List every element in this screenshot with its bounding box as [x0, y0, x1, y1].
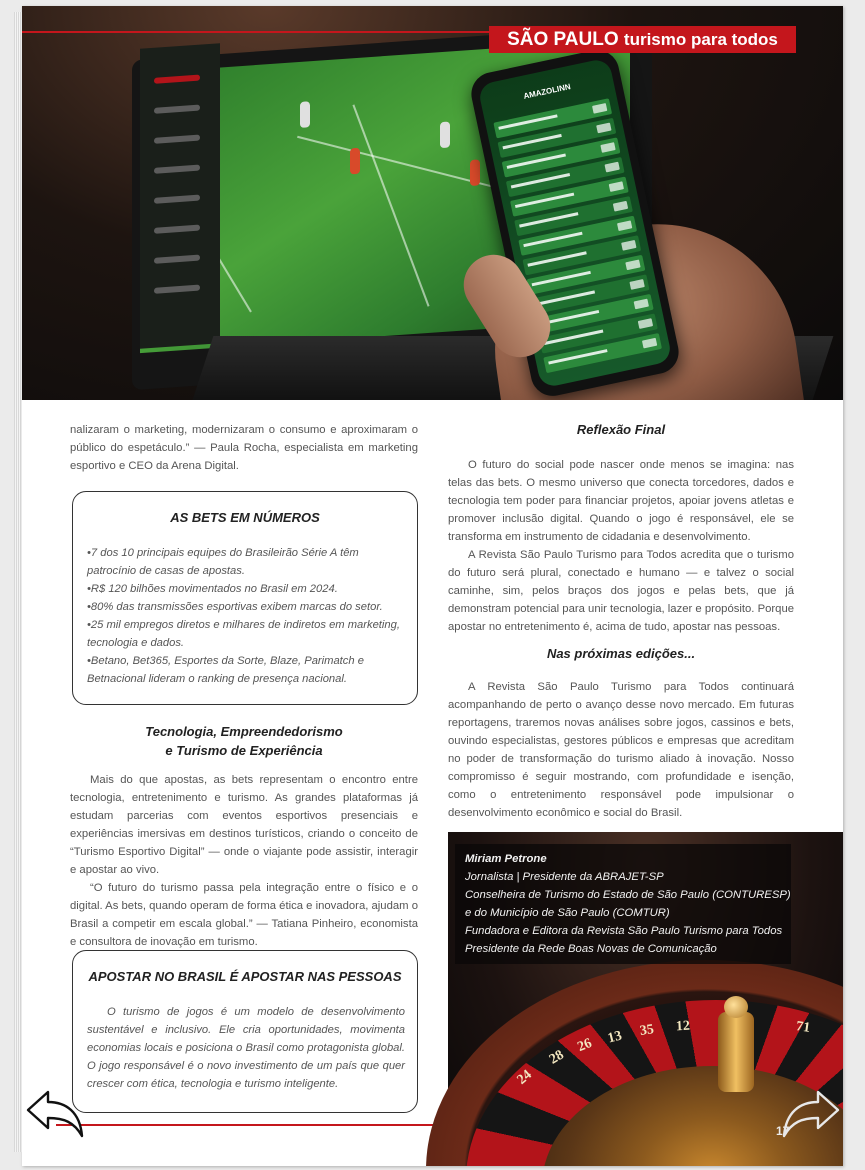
tech-paragraph-1: Mais do que apostas, as bets representam o encontro entre tecnologia, entretenimento e turismo. As grandes plataformas já estudam parcerias com eventos esportivos presenciais e experiências imersivas em destinos turísticos, criando o conceito de “Turismo Esportivo Digital” — onde o viajante pode assistir, interagir e apostar ao vivo. — [70, 774, 418, 876]
hero-photo-betting — [22, 6, 843, 400]
roulette-turret — [718, 1012, 754, 1092]
arrow-forward-icon[interactable] — [780, 1088, 844, 1142]
app-title: AMAZOLINN — [522, 82, 572, 101]
author-credit-line: Presidente da Rede Boas Novas de Comunicação — [465, 943, 717, 955]
page-stack-edge — [14, 12, 22, 1152]
header-brand: SÃO PAULO — [507, 29, 619, 50]
numbers-list — [87, 544, 407, 688]
author-credit-line: Conselheira de Turismo do Estado de São Paulo (CONTURESP) — [465, 889, 791, 901]
numbers-item: •Betano, Bet365, Esportes da Sorte, Blaze, Parimatch e Betnacional lideram o ranking de presença nacional. — [87, 655, 364, 685]
next-editions-paragraph: A Revista São Paulo Turismo para Todos continuará acompanhando de perto o avanço desse novo mercado. Em futuras reportagens, traremos novas análises sobre jogos, cassinos e bets, ouvindo especialistas, gestores públicos e empresas que acreditam no poder de transformação do turismo aliado à inovação. Nosso compromisso é seguir mostrando, com profundidade e isenção, como o entretenimento responsável pode impulsionar o desenvolvimento econômico e social do Brasil. — [448, 681, 794, 819]
numbers-box-title: AS BETS EM NÚMEROS — [170, 510, 320, 525]
roulette-number: 13 — [606, 1028, 624, 1047]
author-name: Miriam Petrone — [465, 853, 547, 865]
tech-section-title: Tecnologia, Empreendedorismo e Turismo de Experiência — [145, 724, 343, 758]
magazine-header — [489, 26, 796, 53]
numbers-item: •25 mil empregos diretos e milhares de indiretos em marketing, tecnologia e dados. — [87, 619, 400, 649]
page-number: 17 — [776, 1124, 790, 1138]
quote-box-text: O turismo de jogos é um modelo de desenvolvimento sustentável e inclusivo. Ele cria oportunidades, movimenta economias locais e posiciona o Brasil como protagonista global. O jogo responsável é o novo investimento de um país que quer crescer com ética, tecnologia e turismo inteligente. — [87, 1006, 405, 1090]
monitor-sidebar — [140, 43, 220, 349]
numbers-item: •R$ 120 bilhões movimentados no Brasil em 2024. — [87, 583, 338, 595]
roulette-number: 71 — [795, 1019, 812, 1036]
roulette-number: 12 — [675, 1018, 691, 1035]
author-credit-line: Fundadora e Editora da Revista São Paulo Turismo para Todos — [465, 925, 783, 937]
roulette-number: 26 — [575, 1035, 595, 1056]
quote-box — [72, 950, 418, 1113]
final-reflection-paragraph-1: O futuro do social pode nascer onde menos se imagina: nas telas das bets. O mesmo universo que conecta torcedores, dados e tecnologia tem poder para financiar projetos, apoiar jovens atletas e promover inclusão digital. Quando o jogo é responsável, ele se transforma em instrumento de cidadania e desenvolvimento. — [448, 459, 794, 543]
roulette-number: 35 — [638, 1022, 655, 1039]
author-credit-line: e do Município de São Paulo (COMTUR) — [465, 907, 670, 919]
roulette-number: 24 — [514, 1067, 535, 1088]
header-tagline: turismo para todos — [623, 30, 778, 49]
final-reflection-paragraph-2: A Revista São Paulo Turismo para Todos acredita que o turismo do futuro será plural, conectado e humano — e talvez o social caminhe, sim, pelos braços dos jogos e pelas bets, que já demonstram potencial para unir tecnologia, lazer e propósito. Porque apostar no entretenimento é, acima de tudo, apostar nas pessoas. — [448, 549, 795, 633]
intro-paragraph: nalizaram o marketing, modernizaram o consumo e aproximaram o público do espetáculo.” — Paula Rocha, especialista em marketing esportivo e CEO da Arena Digital. — [70, 424, 418, 472]
numbers-item: •80% das transmissões esportivas exibem marcas do setor. — [87, 601, 383, 613]
left-intro — [70, 421, 418, 475]
quote-box-title: APOSTAR NO BRASIL É APOSTAR NAS PESSOAS — [88, 969, 402, 984]
tech-section-body — [70, 771, 418, 951]
roulette-number: 28 — [546, 1047, 567, 1068]
final-reflection-title: Reflexão Final — [576, 422, 666, 437]
arrow-back-icon[interactable] — [22, 1088, 86, 1142]
header-rule — [22, 31, 502, 33]
numbers-box — [72, 491, 418, 705]
final-reflection-body — [448, 456, 794, 636]
next-editions-body — [448, 678, 794, 822]
author-credit-line: Jornalista | Presidente da ABRAJET-SP — [465, 871, 664, 883]
next-editions-title: Nas próximas edições... — [546, 646, 696, 661]
footer-rule — [56, 1124, 448, 1126]
magazine-page — [22, 6, 843, 1166]
tech-paragraph-2: “O futuro do turismo passa pela integração entre o físico e o digital. As bets, quando operam de forma ética e inovadora, ajudam o Brasil a competir em escala global.” — Tatiana Pinheiro, economista e consultora de inovação em turismo. — [70, 882, 418, 948]
roulette-turret-top — [724, 996, 748, 1018]
numbers-item: •7 dos 10 principais equipes do Brasileirão Série A têm patrocínio de casas de apostas. — [87, 547, 359, 577]
